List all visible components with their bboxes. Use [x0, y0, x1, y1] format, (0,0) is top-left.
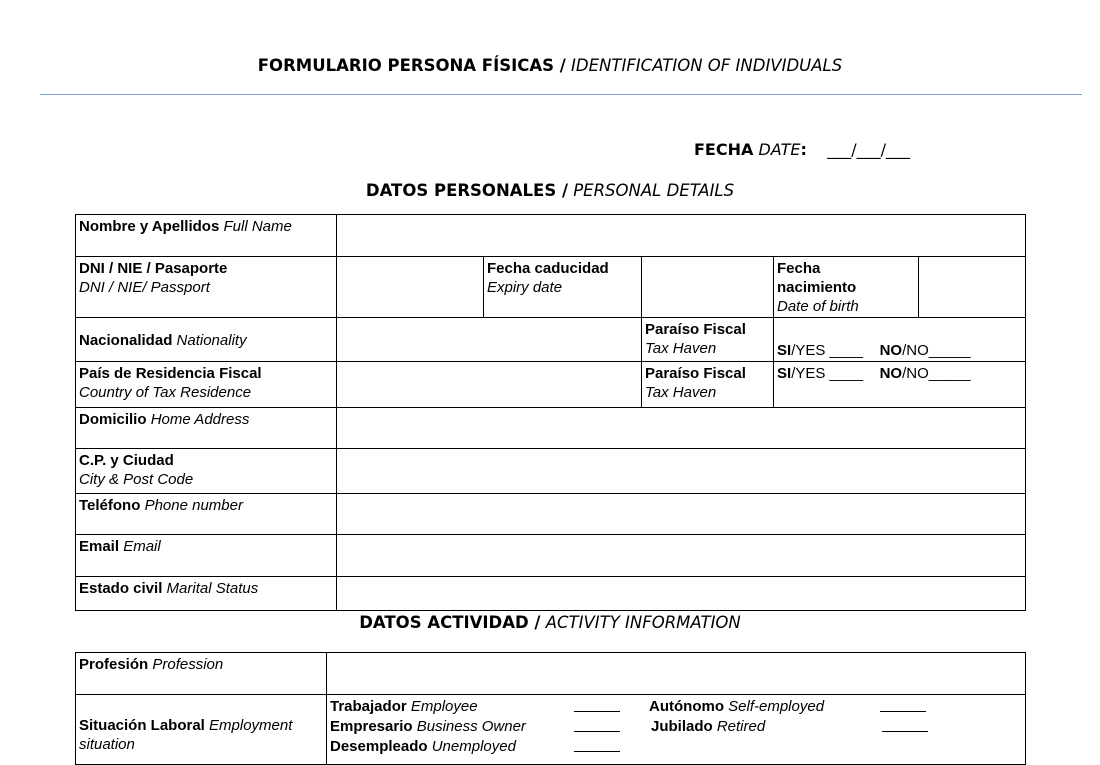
- date-label-es: FECHA: [694, 140, 754, 159]
- phone-label: Teléfono Phone number: [76, 494, 337, 535]
- marital-input[interactable]: [337, 577, 1026, 611]
- option-business-owner: Empresario Business Owner: [330, 718, 526, 735]
- activity-table: [75, 652, 1026, 765]
- profession-row: [76, 653, 1026, 695]
- tax-residence-label: País de Residencia Fiscal Country of Tax Residence: [76, 362, 337, 408]
- marital-label: Estado civil Marital Status: [76, 577, 337, 611]
- nationality-row: [76, 318, 1026, 362]
- nationality-input[interactable]: [337, 318, 642, 362]
- id-label: DNI / NIE / Pasaporte DNI / NIE/ Passport: [76, 257, 337, 318]
- self-employed-blank[interactable]: [880, 697, 926, 712]
- employment-label: Situación Laboral Employment situation: [76, 695, 327, 765]
- employment-options: [327, 695, 1026, 765]
- option-self-employed: Autónomo Self-employed: [649, 698, 825, 715]
- email-label: Email Email: [76, 535, 337, 577]
- expiry-label: Fecha caducidad Expiry date: [484, 257, 642, 318]
- tax-haven-label-1: Paraíso Fiscal Tax Haven: [642, 318, 774, 362]
- employment-row: [76, 695, 1026, 765]
- address-input[interactable]: [337, 408, 1026, 449]
- employment-option-row-3: [330, 737, 1022, 757]
- tax-haven-label-2: Paraíso Fiscal Tax Haven: [642, 362, 774, 408]
- date-label-en: DATE: [758, 140, 801, 159]
- email-input[interactable]: [337, 535, 1026, 577]
- address-row: [76, 408, 1026, 449]
- employee-blank[interactable]: [574, 697, 620, 712]
- personal-details-heading: DATOS PERSONALES / PERSONAL DETAILS: [365, 181, 735, 200]
- option-retired: Jubilado Retired: [651, 718, 766, 735]
- employment-option-row-1: [330, 697, 1022, 717]
- address-label: Domicilio Home Address: [76, 408, 337, 449]
- birth-input[interactable]: [919, 257, 1026, 318]
- retired-blank[interactable]: [882, 717, 928, 732]
- business-owner-blank[interactable]: [574, 717, 620, 732]
- profession-input[interactable]: [327, 653, 1026, 695]
- personal-details-table: [75, 214, 1026, 611]
- id-input[interactable]: [337, 257, 484, 318]
- tax-residence-row: [76, 362, 1026, 408]
- email-row: [76, 535, 1026, 577]
- profession-label: Profesión Profession: [76, 653, 327, 695]
- expiry-input[interactable]: [642, 257, 774, 318]
- option-unemployed: Desempleado Unemployed: [330, 738, 516, 755]
- phone-input[interactable]: [337, 494, 1026, 535]
- employment-option-row-2: [330, 717, 1022, 737]
- birth-label: Fecha nacimiento Date of birth: [774, 257, 919, 318]
- tax-haven-options-2[interactable]: SI/YES ____ NO/NO_____: [774, 362, 1026, 408]
- option-employee: Trabajador Employee: [330, 698, 478, 715]
- form-title-en: IDENTIFICATION OF INDIVIDUALS: [571, 56, 843, 75]
- form-title-es: FORMULARIO PERSONA FÍSICAS /: [257, 56, 566, 75]
- marital-row: [76, 577, 1026, 611]
- unemployed-blank[interactable]: [574, 737, 620, 752]
- date-colon: :: [800, 140, 807, 159]
- tax-haven-options-1[interactable]: SI/YES ____ NO/NO_____: [774, 318, 1026, 362]
- phone-row: [76, 494, 1026, 535]
- city-row: [76, 449, 1026, 494]
- id-row: [76, 257, 1026, 318]
- full-name-label: Nombre y Apellidos Full Name: [76, 215, 337, 257]
- nationality-label: Nacionalidad Nationality: [76, 318, 337, 362]
- date-field[interactable]: [694, 140, 910, 159]
- header-divider: [40, 94, 1082, 95]
- full-name-input[interactable]: [337, 215, 1026, 257]
- full-name-row: [76, 215, 1026, 257]
- form-title: [0, 56, 1100, 75]
- activity-heading: DATOS ACTIVIDAD / ACTIVITY INFORMATION: [359, 613, 741, 632]
- city-label: C.P. y Ciudad City & Post Code: [76, 449, 337, 494]
- date-blank[interactable]: ___/___/___: [827, 140, 910, 159]
- city-input[interactable]: [337, 449, 1026, 494]
- tax-residence-input[interactable]: [337, 362, 642, 408]
